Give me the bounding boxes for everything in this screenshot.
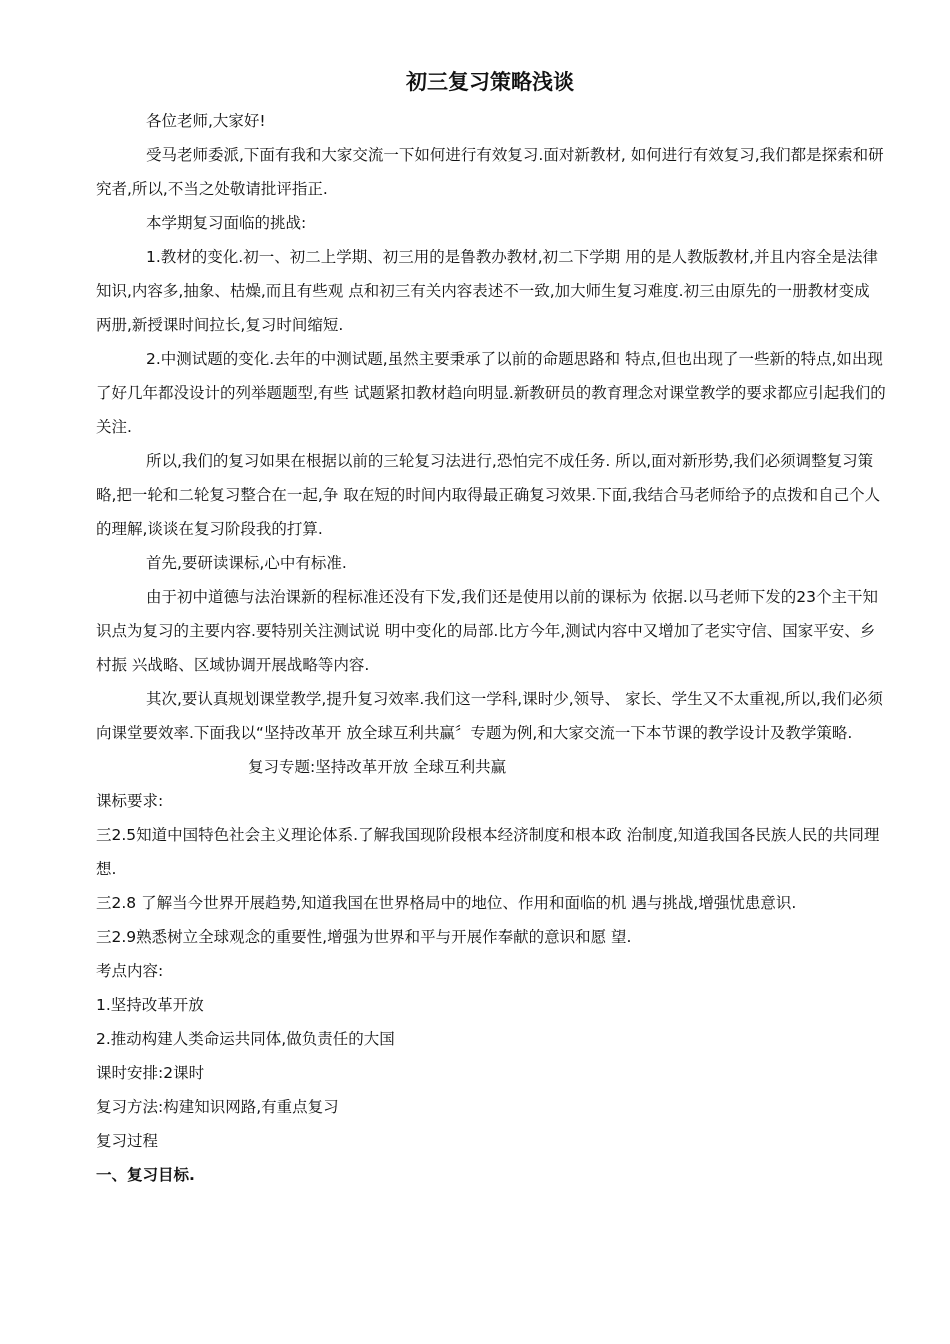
paragraph-curriculum: 由于初中道德与法治课新的程标准还没有下发,我们还是使用以前的课标为 依据.以马老师下发的23个主干知识点为复习的主要内容.要特别关注测试说 明中变化的局部.比方今年,测试内容中又增加了老实守信、国家平安、乡村振 兴战略、区域协调开展战略等内容. <box>96 588 879 674</box>
paragraph-challenge-2: 2.中测试题的变化.去年的中测试题,虽然主要秉承了以前的命题思路和 特点,但也出现了一些新的特点,如出现了好几年都没设计的列举题题型,有些 试题紧扣教材趋向明显.新教研员的教育理念对课堂教学的要求都应引起我们的 关注. <box>96 350 886 436</box>
paragraph-exam-point-2: 2.推动构建人类命运共同体,做负责任的大国 <box>96 1030 395 1048</box>
paragraph-standard-2: 三2.8 了解当今世界开展趋势,知道我国在世界格局中的地位、作用和面临的机 遇与挑战,增强忧患意识. <box>96 894 797 912</box>
paragraph-challenge-1: 1.教材的变化.初一、初二上学期、初三用的是鲁教办教材,初二下学期 用的是人教版教材,并且内容全是法律知识,内容多,抽象、枯燥,而且有些观 点和初三有关内容表述不一致,加大师生复习难度.初三由原先的一册教材变成 两册,新授课时间拉长,复习时间缩短. <box>96 248 878 334</box>
paragraph-standard-heading: 课标要求: <box>96 792 164 810</box>
document-body <box>96 104 886 1192</box>
paragraph-intro: 受马老师委派,下面有我和大家交流一下如何进行有效复习.面对新教材, 如何进行有效复习,我们都是探索和研究者,所以,不当之处敬请批评指正. <box>96 146 884 198</box>
paragraph-schedule: 课时安排:2课时 <box>96 1064 205 1082</box>
paragraph-standard-1: 三2.5知道中国特色社会主义理论体系.了解我国现阶段根本经济制度和根本政 治制度,知道我国各民族人民的共同理想. <box>96 826 880 878</box>
paragraph-method: 复习方法:构建知识网路,有重点复习 <box>96 1098 339 1116</box>
paragraph-goals-heading: 一、复习目标. <box>96 1166 195 1184</box>
paragraph-challenges-heading: 本学期复习面临的挑战: <box>146 214 307 232</box>
document-title: 初三复习策略浅谈 <box>406 70 574 94</box>
paragraph-standard-3: 三2.9熟悉树立全球观念的重要性,增强为世界和平与开展作奉献的意识和愿 望. <box>96 928 632 946</box>
paragraph-process: 复习过程 <box>96 1132 159 1150</box>
paragraph-second: 其次,要认真规划课堂教学,提升复习效率.我们这一学科,课时少,领导、 家长、学生又不太重视,所以,我们必须向课堂要效率.下面我以“坚持改革开 放全球互利共赢〞专题为例,和大家交流一下本节课的教学设计及教学策略. <box>96 690 883 742</box>
paragraph-first: 首先,要研读课标,心中有标准. <box>146 554 347 572</box>
paragraph-exam-points-heading: 考点内容: <box>96 962 164 980</box>
paragraph-exam-point-1: 1.坚持改革开放 <box>96 996 204 1014</box>
paragraph-greeting: 各位老师,大家好! <box>146 112 266 130</box>
paragraph-strategy: 所以,我们的复习如果在根据以前的三轮复习法进行,恐怕完不成任务. 所以,面对新形势,我们必须调整复习策略,把一轮和二轮复习整合在一起,争 取在短的时间内取得最正确复习效果.下面,我结合马老师给予的点拨和自己个人 的理解,谈谈在复习阶段我的打算. <box>96 452 881 538</box>
paragraph-topic: 复习专题:坚持改革开放 全球互利共赢 <box>248 758 507 776</box>
